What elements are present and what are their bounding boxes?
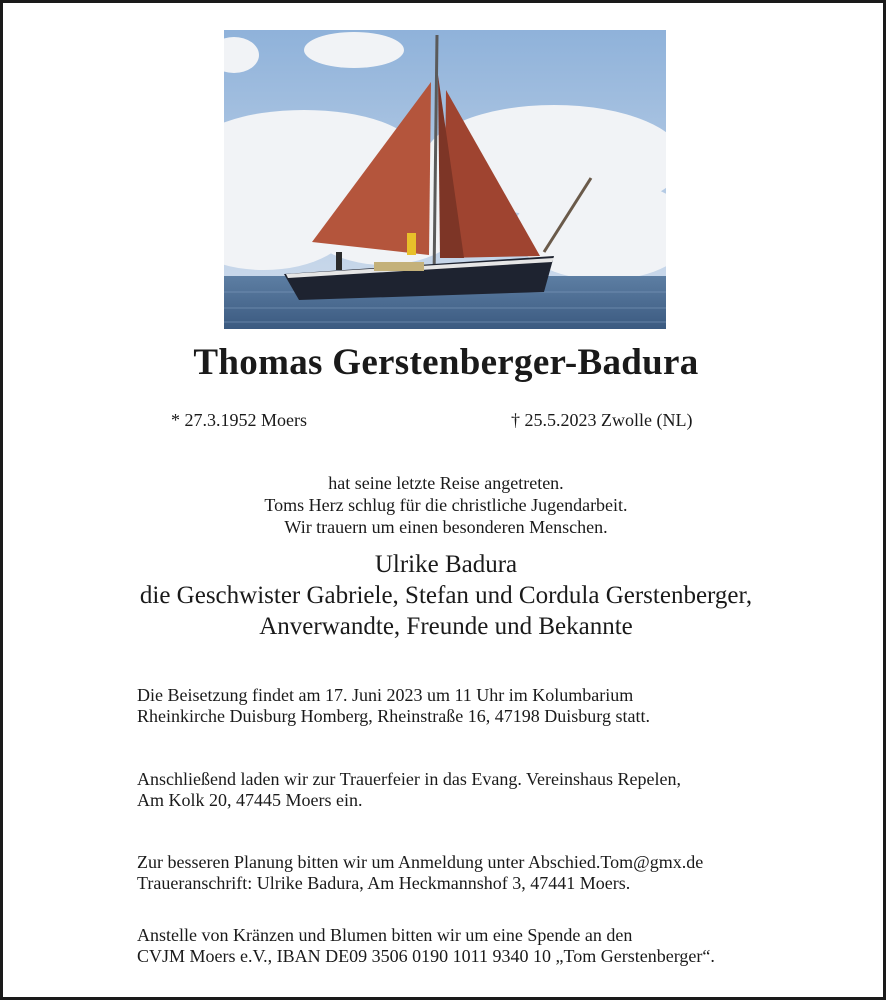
sailing-boat-photo — [224, 30, 666, 329]
intro-line: Wir trauern um einen besonderen Menschen. — [284, 517, 608, 537]
deceased-name: Thomas Gerstenberger-Badura — [193, 342, 699, 383]
donation-info — [137, 925, 715, 967]
reception-line: Am Kolk 20, 47445 Moers ein. — [137, 790, 363, 810]
death-date: † 25.5.2023 Zwolle (NL) — [511, 410, 693, 430]
reception-info — [137, 769, 681, 811]
mourner-line: Anverwandte, Freunde und Bekannte — [259, 613, 633, 640]
mourner-line: die Geschwister Gabriele, Stefan und Cordula Gerstenberger, — [139, 582, 753, 609]
mourners-list — [3, 549, 886, 642]
intro-text — [3, 472, 886, 538]
intro-line: Toms Herz schlug für die christliche Jugendarbeit. — [264, 495, 628, 515]
reception-line: Anschließend laden wir zur Trauerfeier in das Evang. Vereinshaus Repelen, — [137, 769, 682, 789]
registration-line: Traueranschrift: Ulrike Badura, Am Heckmannshof 3, 47441 Moers. — [137, 873, 631, 893]
donation-line: CVJM Moers e.V., IBAN DE09 3506 0190 1011 9340 10 „Tom Gerstenberger“. — [137, 946, 715, 966]
donation-line: Anstelle von Kränzen und Blumen bitten wir um eine Spende an den — [137, 925, 633, 945]
registration-line: Zur besseren Planung bitten wir um Anmeldung unter Abschied.Tom@gmx.de — [137, 852, 704, 872]
sailing-boat-photo-icon — [224, 30, 666, 329]
registration-info — [137, 852, 703, 894]
funeral-line: Die Beisetzung findet am 17. Juni 2023 um 11 Uhr im Kolumbarium — [137, 685, 634, 705]
mourner-line: Ulrike Badura — [374, 551, 518, 578]
funeral-line: Rheinkirche Duisburg Homberg, Rheinstraße 16, 47198 Duisburg statt. — [137, 706, 650, 726]
funeral-info — [137, 685, 650, 727]
birth-date: * 27.3.1952 Moers — [171, 410, 307, 430]
intro-line: hat seine letzte Reise angetreten. — [328, 473, 564, 493]
